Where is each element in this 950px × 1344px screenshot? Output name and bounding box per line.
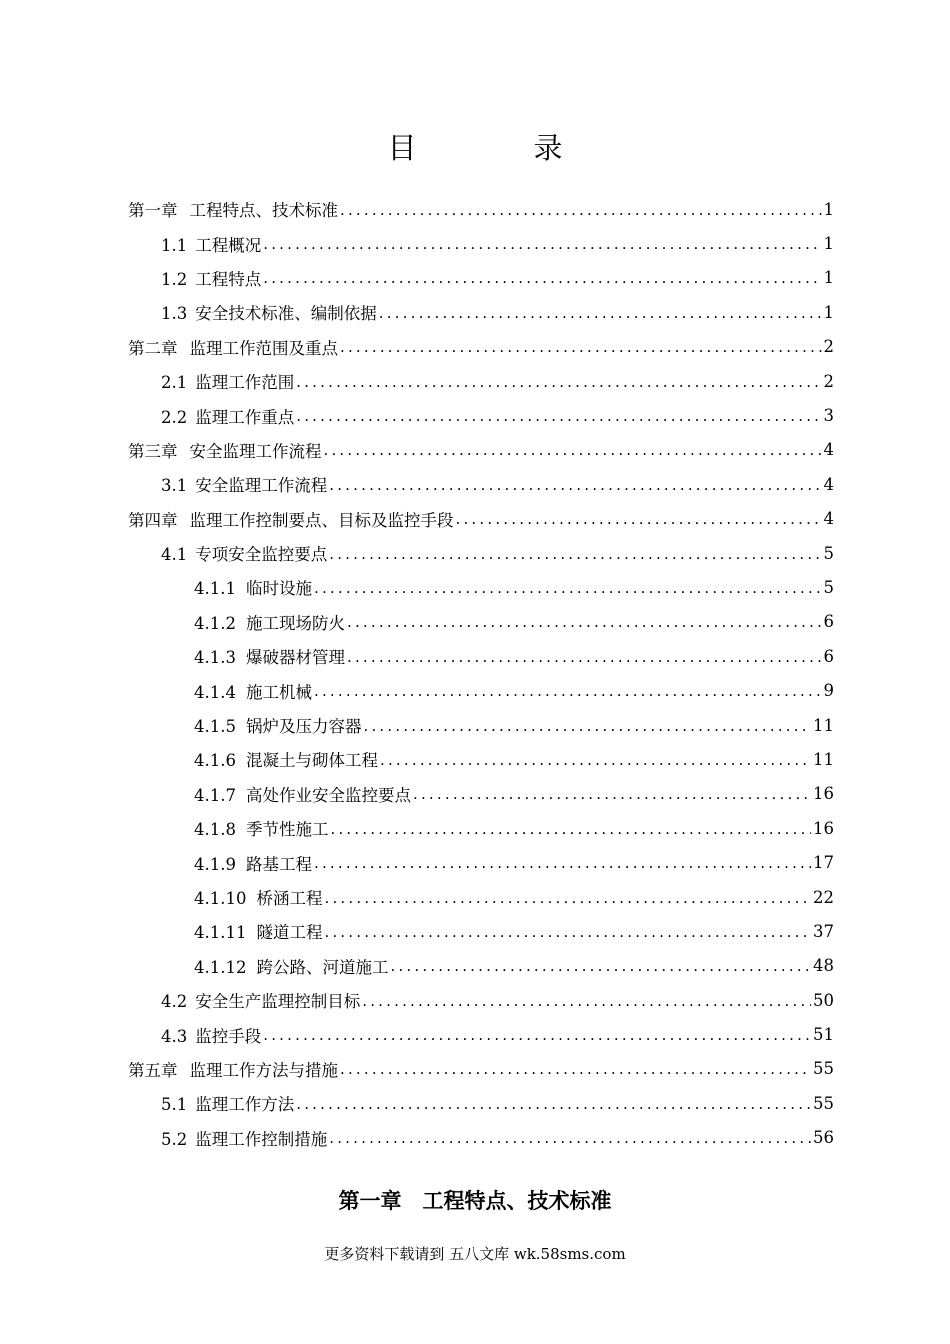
toc-entry-title xyxy=(128,335,338,359)
toc-entry-label: 监控手段 xyxy=(195,1026,262,1046)
toc-entry-label: 临时设施 xyxy=(245,579,312,599)
toc-entry-title xyxy=(128,507,454,531)
toc-entry[interactable] xyxy=(128,330,834,364)
toc-entry-number: 4.1.4 xyxy=(194,682,236,702)
toc-entry[interactable] xyxy=(128,983,834,1017)
toc-entry-label: 监理工作方法 xyxy=(195,1095,295,1115)
toc-entry-number: 1.1 xyxy=(161,235,188,255)
toc-entry-label: 季节性施工 xyxy=(245,820,329,840)
toc-page-number: 4 xyxy=(823,474,834,494)
toc-entry-title xyxy=(128,438,322,462)
toc-entry-title xyxy=(161,1023,261,1047)
toc-entry-number: 第五章 xyxy=(128,1060,178,1080)
toc-entry[interactable] xyxy=(128,1017,834,1051)
toc-entry-number: 4.1 xyxy=(161,545,188,565)
toc-page-number: 3 xyxy=(823,406,834,426)
toc-page-number: 5 xyxy=(823,543,834,563)
toc-entry[interactable] xyxy=(128,914,834,948)
toc-entry-number: 4.1.3 xyxy=(194,648,236,668)
toc-page-number: 11 xyxy=(813,715,834,735)
dot-leader xyxy=(380,753,811,768)
toc-entry-title xyxy=(161,232,261,256)
toc-entry[interactable] xyxy=(128,261,834,295)
toc-entry-title xyxy=(161,266,261,290)
toc-entry-number: 第四章 xyxy=(128,510,178,530)
dot-leader xyxy=(263,237,821,252)
toc-entry-number: 2.1 xyxy=(161,373,188,393)
toc-entry-label: 安全技术标准、编制依据 xyxy=(195,304,377,324)
toc-entry[interactable] xyxy=(128,295,834,329)
toc-entry-title xyxy=(194,782,411,806)
toc-entry-number: 4.1.10 xyxy=(194,889,247,908)
dot-leader xyxy=(296,375,821,390)
toc-entry[interactable] xyxy=(128,742,834,776)
dot-leader xyxy=(314,684,822,699)
dot-leader xyxy=(362,994,811,1009)
toc-page-number: 1 xyxy=(823,199,834,219)
dot-leader xyxy=(263,271,821,286)
toc-entry-label: 专项安全监控要点 xyxy=(195,545,328,565)
dot-leader xyxy=(324,925,811,940)
toc-entry-number: 2.2 xyxy=(161,407,188,427)
dot-leader xyxy=(379,306,822,321)
toc-entry[interactable] xyxy=(128,1086,834,1120)
toc-entry-label: 爆破器材管理 xyxy=(245,648,345,668)
toc-entry-number: 4.2 xyxy=(161,992,188,1012)
toc-entry-number: 3.1 xyxy=(161,476,188,496)
dot-leader xyxy=(330,822,811,837)
toc-entry-number: 5.1 xyxy=(161,1095,188,1115)
toc-entry[interactable] xyxy=(128,708,834,742)
toc-entry-label: 跨公路、河道施工 xyxy=(256,957,389,977)
toc-entry-number: 1.3 xyxy=(161,304,188,324)
toc-page-number: 5 xyxy=(823,577,834,597)
toc-entry-title xyxy=(161,541,327,565)
toc-page-number: 1 xyxy=(823,268,834,288)
toc-entry-title xyxy=(161,1091,294,1115)
dot-leader xyxy=(347,615,822,630)
dot-leader xyxy=(347,650,822,665)
toc-entry[interactable] xyxy=(128,364,834,398)
toc-entry[interactable] xyxy=(128,502,834,536)
dot-leader xyxy=(296,1097,811,1112)
toc-entry-number: 第二章 xyxy=(128,338,178,358)
dot-leader xyxy=(340,340,822,355)
dot-leader xyxy=(314,856,811,871)
dot-leader xyxy=(329,478,821,493)
toc-entry-number: 第三章 xyxy=(128,441,178,461)
toc-entry-title xyxy=(128,197,338,221)
dot-leader xyxy=(329,547,821,562)
toc-entry-number: 5.2 xyxy=(161,1129,188,1149)
toc-entry-label: 监理工作控制要点、目标及监控手段 xyxy=(189,510,454,530)
toc-entry-label: 工程特点 xyxy=(195,269,262,289)
toc-page-number: 11 xyxy=(813,749,834,769)
toc-entry-number: 4.1.12 xyxy=(194,957,247,977)
dot-leader xyxy=(329,1131,811,1146)
chapter-heading: 第一章 工程特点、技术标准 xyxy=(338,1188,612,1213)
toc-page-number: 17 xyxy=(813,853,834,873)
toc-entry-number: 4.3 xyxy=(161,1026,188,1046)
footer-note: 更多资料下载请到 五八文库 wk.58sms.com xyxy=(324,1245,626,1263)
toc-entry-title xyxy=(194,610,345,634)
toc-entry[interactable] xyxy=(128,845,834,879)
toc-page-number: 6 xyxy=(823,612,834,632)
toc-entry-label: 监理工作范围及重点 xyxy=(189,338,338,358)
toc-entry-label: 监理工作范围 xyxy=(195,373,295,393)
toc-entry-label: 施工机械 xyxy=(245,682,312,702)
toc-page-number: 55 xyxy=(813,1093,834,1113)
toc-entry[interactable] xyxy=(128,605,834,639)
toc-entry-label: 工程概况 xyxy=(195,235,262,255)
toc-entry-label: 安全监理工作流程 xyxy=(189,441,322,461)
toc-entry[interactable] xyxy=(128,536,834,570)
toc-page-number: 50 xyxy=(813,990,834,1010)
toc-entry-label: 高处作业安全监控要点 xyxy=(245,785,411,805)
toc-entry-title xyxy=(128,1057,338,1081)
toc-entry-title xyxy=(161,404,294,428)
toc-entry[interactable] xyxy=(128,226,834,260)
toc-entry-number: 4.1.8 xyxy=(194,820,236,840)
toc-page-number: 1 xyxy=(823,302,834,322)
dot-leader xyxy=(324,891,811,906)
toc-entry[interactable] xyxy=(128,777,834,811)
toc-entry-title xyxy=(194,679,312,703)
toc-entry-title xyxy=(161,1126,327,1150)
toc-page-number: 1 xyxy=(823,234,834,254)
toc-page-number: 9 xyxy=(823,681,834,701)
toc-entry[interactable] xyxy=(128,673,834,707)
toc-entry[interactable] xyxy=(128,639,834,673)
toc-page-number: 37 xyxy=(813,921,834,941)
toc-page-number: 55 xyxy=(813,1059,834,1079)
dot-leader xyxy=(324,443,822,458)
toc-entry-title xyxy=(161,472,327,496)
toc-entry-title xyxy=(194,644,345,668)
dot-leader xyxy=(263,1028,811,1043)
toc-entry-title xyxy=(194,816,328,840)
dot-leader xyxy=(413,787,811,802)
toc-page-number: 48 xyxy=(813,956,834,976)
toc-entry-label: 监理工作重点 xyxy=(195,407,295,427)
toc-entry[interactable] xyxy=(128,880,834,914)
toc-entry-label: 安全生产监理控制目标 xyxy=(195,992,361,1012)
toc-page-number: 6 xyxy=(823,646,834,666)
toc-page-number: 4 xyxy=(823,509,834,529)
toc-entry-label: 监理工作方法与措施 xyxy=(189,1060,338,1080)
toc-page-number: 22 xyxy=(813,887,834,907)
toc-entry-number: 4.1.9 xyxy=(194,854,236,874)
toc-entry-label: 工程特点、技术标准 xyxy=(189,201,338,221)
toc-entry-title xyxy=(194,575,312,599)
dot-leader xyxy=(340,1062,811,1077)
toc-page-number: 2 xyxy=(823,337,834,357)
toc-entry-number: 4.1.1 xyxy=(194,579,236,599)
toc-entry-number: 4.1.7 xyxy=(194,785,236,805)
toc-entry-title xyxy=(161,988,360,1012)
toc-page-number: 51 xyxy=(813,1025,834,1045)
toc-entry[interactable] xyxy=(128,1052,834,1086)
toc-entry-number: 4.1.6 xyxy=(194,751,236,771)
toc-entry-number: 4.1.2 xyxy=(194,613,236,633)
toc-entry-label: 监理工作控制措施 xyxy=(195,1129,328,1149)
dot-leader xyxy=(456,512,822,527)
toc-entry[interactable] xyxy=(128,192,834,226)
toc-entry-title xyxy=(194,954,388,978)
toc-entry[interactable] xyxy=(128,949,834,983)
toc-page-number: 56 xyxy=(813,1128,834,1148)
toc-entry-title xyxy=(194,851,312,875)
toc-entry-number: 1.2 xyxy=(161,269,188,289)
toc-entry-title xyxy=(194,885,322,909)
dot-leader xyxy=(314,581,822,596)
toc-entry-title xyxy=(161,300,377,324)
dot-leader xyxy=(363,719,811,734)
toc-entry-title xyxy=(161,369,294,393)
table-of-contents xyxy=(128,192,834,1155)
toc-entry[interactable] xyxy=(128,570,834,604)
toc-entry-label: 隧道工程 xyxy=(256,923,323,943)
toc-entry-label: 安全监理工作流程 xyxy=(195,476,328,496)
toc-entry-title xyxy=(194,713,361,737)
toc-entry[interactable] xyxy=(128,467,834,501)
toc-entry-number: 4.1.11 xyxy=(194,923,247,943)
toc-page-number: 16 xyxy=(813,818,834,838)
toc-entry[interactable] xyxy=(128,811,834,845)
toc-page-number: 16 xyxy=(813,784,834,804)
toc-entry[interactable] xyxy=(128,398,834,432)
toc-title: 目 录 xyxy=(387,131,607,165)
toc-entry-title xyxy=(194,919,322,943)
toc-entry-label: 锅炉及压力容器 xyxy=(245,717,362,737)
dot-leader xyxy=(390,959,811,974)
toc-page-number: 4 xyxy=(823,440,834,460)
toc-entry[interactable] xyxy=(128,433,834,467)
toc-entry-label: 混凝土与砌体工程 xyxy=(245,751,378,771)
dot-leader xyxy=(340,203,822,218)
toc-entry-label: 路基工程 xyxy=(245,854,312,874)
toc-entry-label: 桥涵工程 xyxy=(256,889,323,908)
toc-entry-number: 4.1.5 xyxy=(194,717,236,737)
toc-entry-label: 施工现场防火 xyxy=(245,613,345,633)
toc-page-number: 2 xyxy=(823,371,834,391)
toc-entry-number: 第一章 xyxy=(128,201,178,221)
toc-entry-title xyxy=(194,747,378,771)
dot-leader xyxy=(296,409,821,424)
toc-entry[interactable] xyxy=(128,1121,834,1155)
